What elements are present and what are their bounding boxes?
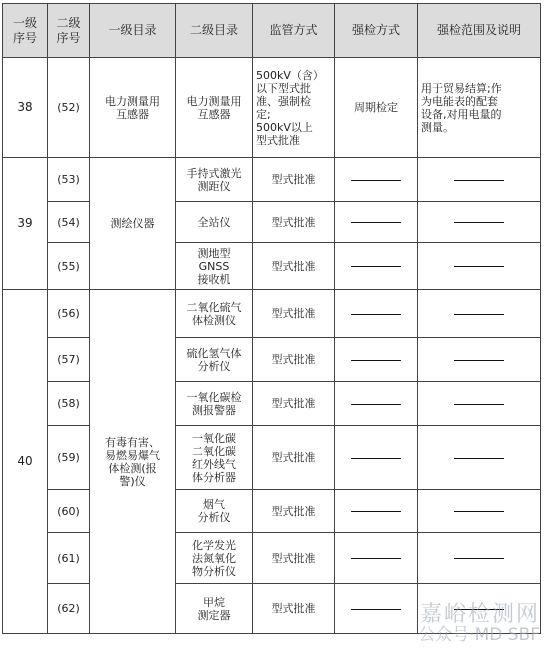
table-row [3,290,541,338]
mandatory-cell [335,426,418,490]
supervision-cell: 型式批准 [253,584,335,634]
dash-line [351,314,401,315]
cat2-cell: 化学发光 法氮氧化 物分析仪 [176,533,253,584]
dash-line [351,609,401,610]
header-supervision: 监管方式 [253,4,335,58]
dash-line [351,222,401,223]
cat1-cell: 电力测量用 互感器 [90,58,176,158]
seq2-cell: (52) [48,58,90,158]
header-scope: 强检范围及说明 [418,4,541,58]
scope-cell [418,202,541,243]
seq2-cell: (55) [48,243,90,290]
dash-line [351,180,401,181]
mandatory-cell [335,243,418,290]
header-mandatory: 强检方式 [335,4,418,58]
table-row [3,533,541,584]
dash-line [454,314,504,315]
scope-cell [418,158,541,202]
mandatory-cell [335,202,418,243]
mandatory-cell [335,290,418,338]
table-row [3,202,541,243]
supervision-cell: 型式批准 [253,202,335,243]
header-seq1: 一级 序号 [3,4,48,58]
seq2-cell: (60) [48,490,90,533]
header-row [3,4,541,58]
dash-line [454,458,504,459]
cat2-cell: 测地型 GNSS 接收机 [176,243,253,290]
mandatory-cell: 周期检定 [335,58,418,158]
table-row [3,338,541,382]
seq2-cell: (62) [48,584,90,634]
dash-line [351,404,401,405]
seq2-cell: (56) [48,290,90,338]
dash-line [454,222,504,223]
watermark-title: 嘉峪检测网 [419,602,540,627]
cat2-cell: 一氧化碳 二氧化碳 红外线气 体分析器 [176,426,253,490]
scope-cell [418,243,541,290]
dash-line [351,360,401,361]
scope-cell [418,533,541,584]
seq2-cell: (59) [48,426,90,490]
table-row [3,426,541,490]
seq2-cell: (54) [48,202,90,243]
cat2-cell: 手持式激光 测距仪 [176,158,253,202]
watermark-subtitle: 公众号·MD SBF [418,625,540,645]
cat2-cell: 甲烷 测定器 [176,584,253,634]
supervision-cell: 型式批准 [253,533,335,584]
dash-line [351,511,401,512]
seq1-cell: 39 [3,158,48,290]
scope-cell [418,338,541,382]
cat2-cell: 烟气 分析仪 [176,490,253,533]
seq2-cell: (53) [48,158,90,202]
mandatory-cell [335,158,418,202]
regulation-table [2,3,541,634]
scope-cell: 用于贸易结算;作 为电能表的配套 设备,对用电量的 测量。 [418,58,541,158]
dash-line [454,558,504,559]
header-seq2: 二级 序号 [48,4,90,58]
cat2-cell: 硫化氢气体 分析仪 [176,338,253,382]
dash-line [454,511,504,512]
scope-cell [418,584,541,634]
supervision-cell: 500kV（含） 以下型式批 准、强制检 定; 500kV以上 型式批准 [253,58,335,158]
cat1-cell: 有毒有害、 易燃易爆气 体检测(报 警)仪 [90,290,176,634]
dash-line [351,558,401,559]
mandatory-cell [335,533,418,584]
cat2-cell: 电力测量用 互感器 [176,58,253,158]
table-row [3,382,541,426]
seq2-cell: (61) [48,533,90,584]
dash-line [454,180,504,181]
header-cat1: 一级目录 [90,4,176,58]
cat2-cell: 二氧化硫气 体检测仪 [176,290,253,338]
table-row [3,158,541,202]
dash-line [351,266,401,267]
mandatory-cell [335,584,418,634]
dash-line [351,458,401,459]
mandatory-cell [335,382,418,426]
scope-cell [418,290,541,338]
supervision-cell: 型式批准 [253,243,335,290]
cat1-cell: 测绘仪器 [90,158,176,290]
dash-line [454,404,504,405]
seq1-cell: 38 [3,58,48,158]
table-row [3,490,541,533]
mandatory-cell [335,490,418,533]
supervision-cell: 型式批准 [253,338,335,382]
cat2-cell: 全站仪 [176,202,253,243]
scope-cell [418,382,541,426]
supervision-cell: 型式批准 [253,382,335,426]
table-row [3,243,541,290]
supervision-cell: 型式批准 [253,290,335,338]
seq2-cell: (57) [48,338,90,382]
scope-cell [418,426,541,490]
seq2-cell: (58) [48,382,90,426]
cat2-cell: 一氧化碳检 测报警器 [176,382,253,426]
dash-line [454,609,504,610]
supervision-cell: 型式批准 [253,426,335,490]
supervision-cell: 型式批准 [253,490,335,533]
scope-cell [418,490,541,533]
seq1-cell: 40 [3,290,48,634]
header-cat2: 二级目录 [176,4,253,58]
mandatory-cell [335,338,418,382]
supervision-cell: 型式批准 [253,158,335,202]
table-row [3,584,541,634]
dash-line [454,360,504,361]
dash-line [454,266,504,267]
table-row [3,58,541,158]
